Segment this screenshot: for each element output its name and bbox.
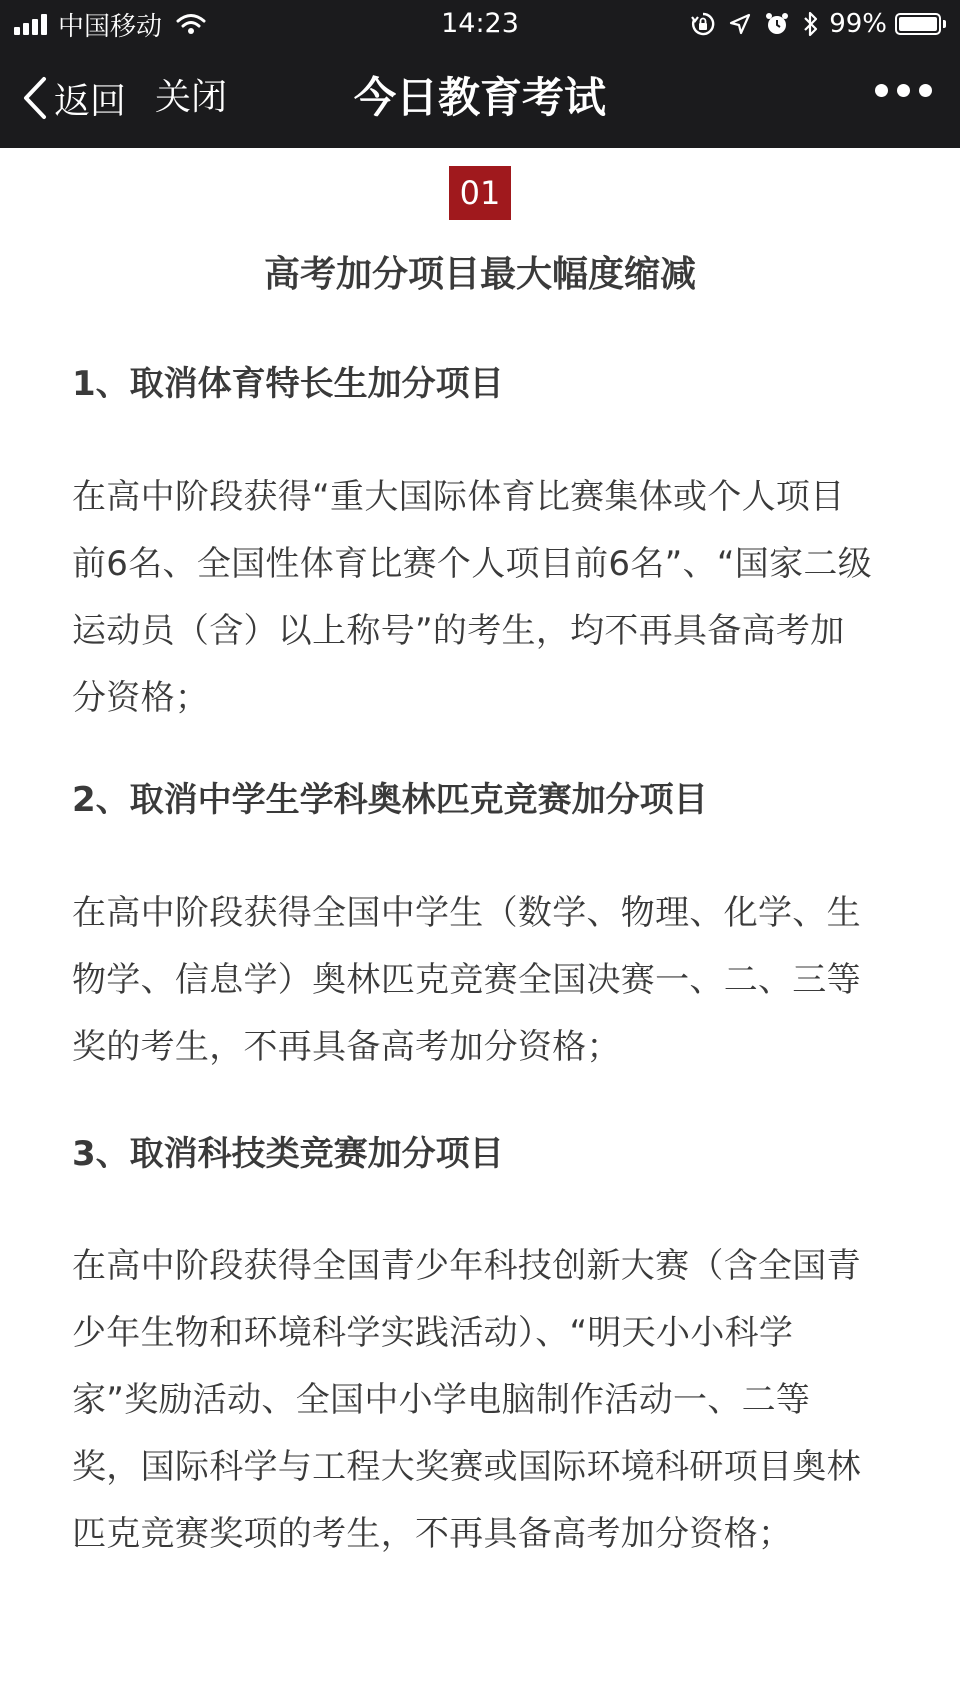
status-bar <box>0 0 960 48</box>
alarm-icon <box>765 12 789 36</box>
battery-nub <box>943 20 946 28</box>
article-content <box>0 148 960 1706</box>
paragraph-line: 在高中阶段获得全国中学生（数学、物理、化学、生 <box>72 893 861 933</box>
top-bar <box>0 0 960 148</box>
battery-percent: 99% <box>829 9 887 39</box>
section-2-title: 2、取消中学生学科奥林匹克竞赛加分项目 <box>72 780 708 820</box>
section-2-body <box>72 880 902 1081</box>
section-1-body <box>72 464 902 732</box>
paragraph-line: 前6名、全国性体育比赛个人项目前6名”、“国家二级 <box>72 544 872 584</box>
section-3-body <box>72 1233 902 1568</box>
paragraph-line: 分资格； <box>72 678 210 718</box>
nav-bar <box>0 48 960 148</box>
paragraph-line: 在高中阶段获得“重大国际体育比赛集体或个人项目 <box>72 477 845 517</box>
section-1-title: 1、取消体育特长生加分项目 <box>72 364 504 404</box>
status-right <box>677 7 946 41</box>
carrier-label: 中国移动 <box>58 11 163 42</box>
section-3-title: 3、取消科技类竞赛加分项目 <box>72 1134 504 1174</box>
paragraph-line: 匹克竞赛奖项的考生，不再具备高考加分资格； <box>72 1514 793 1554</box>
page-title: 今日教育考试 <box>353 73 606 122</box>
paragraph-line: 少年生物和环境科学实践活动）、“明天小小科学 <box>72 1313 794 1353</box>
bluetooth-icon <box>803 11 819 37</box>
battery-fill <box>899 17 937 31</box>
paragraph-line: 物学、信息学）奥林匹克竞赛全国决赛一、二、三等 <box>72 960 861 1000</box>
clock: 14:23 <box>441 8 519 39</box>
article-headline: 高考加分项目最大幅度缩减 <box>263 254 696 295</box>
paragraph-line: 家”奖励活动、全国中小学电脑制作活动一、二等 <box>72 1380 811 1420</box>
section-number-badge: 01 <box>449 166 511 220</box>
paragraph-line: 运动员（含）以上称号”的考生，均不再具备高考加 <box>72 611 845 651</box>
location-icon <box>729 13 751 35</box>
more-dots-icon[interactable] <box>866 84 932 97</box>
back-label: 返回 <box>54 80 127 122</box>
back-button[interactable] <box>22 72 126 124</box>
battery-icon <box>895 13 941 35</box>
paragraph-line: 奖，国际科学与工程大奖赛或国际环境科研项目奥林 <box>72 1447 861 1487</box>
badge-container <box>0 166 960 220</box>
paragraph-line: 在高中阶段获得全国青少年科技创新大赛（含全国青 <box>72 1246 861 1286</box>
chevron-left-icon <box>22 76 48 120</box>
paragraph-line: 奖的考生，不再具备高考加分资格； <box>72 1027 621 1067</box>
orientation-lock-icon <box>691 12 715 36</box>
close-button[interactable]: 关闭 <box>155 77 228 118</box>
